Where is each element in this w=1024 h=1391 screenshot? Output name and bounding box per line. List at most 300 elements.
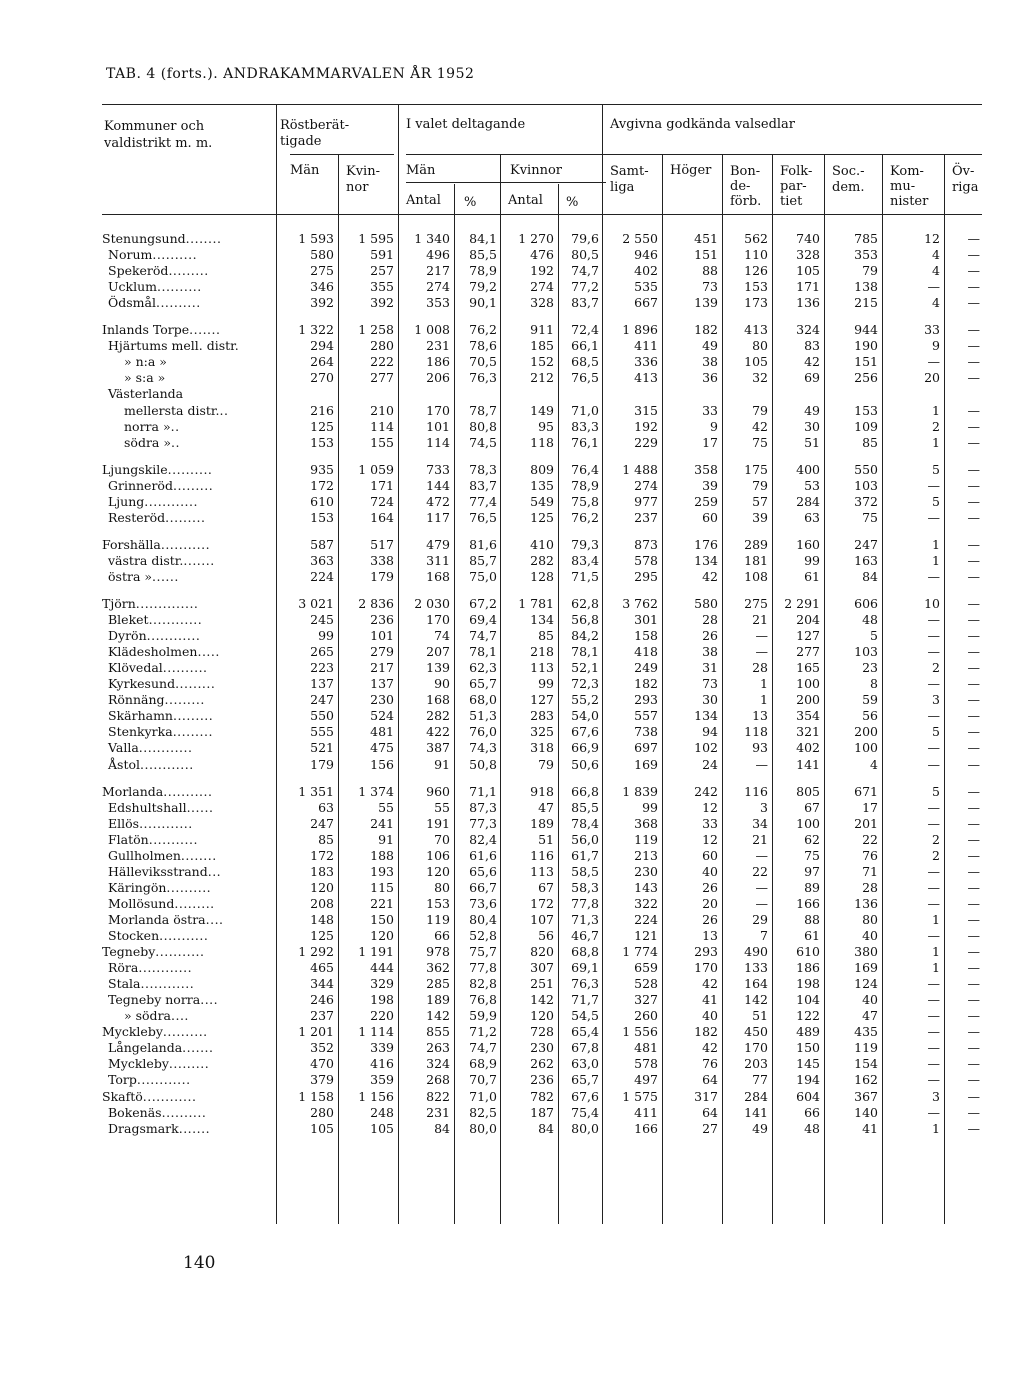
- cell-samtliga: 368: [634, 815, 658, 831]
- cell-deltag-kvinnor-antal: 99: [538, 676, 554, 692]
- row-leaders: ...: [207, 863, 222, 879]
- cell-man: 352: [310, 1040, 334, 1056]
- cell-deltag-kvinnor-antal: 236: [530, 1072, 554, 1088]
- cell-ovriga: —: [967, 263, 980, 279]
- row-leaders: ............: [140, 976, 195, 992]
- cell-deltag-man-antal: 1 008: [414, 322, 450, 338]
- cell-man: 555: [310, 724, 334, 740]
- row-leaders: .......: [178, 1120, 211, 1136]
- cell-hoger: 134: [694, 552, 718, 568]
- row-leaders: .........: [165, 509, 206, 525]
- row-label-text: Bokenäs: [108, 1104, 162, 1120]
- cell-samtliga: 229: [634, 434, 658, 450]
- cell-socdem: 85: [862, 434, 878, 450]
- cell-deltag-kvinnor-pct: 67,6: [571, 724, 599, 740]
- cell-hoger: 40: [702, 1008, 718, 1024]
- cell-samtliga: 274: [634, 477, 658, 493]
- cell-man: 125: [310, 418, 334, 434]
- row-label-text: » n:a »: [124, 354, 167, 370]
- row-leaders: ............: [139, 815, 193, 831]
- cell-bondeforb: 108: [744, 568, 768, 584]
- cell-kvinnor: 171: [370, 477, 394, 493]
- header-pct-man: %: [464, 195, 477, 210]
- cell-samtliga: 659: [634, 960, 658, 976]
- cell-kvinnor: 193: [370, 863, 394, 879]
- row-leaders: ..........: [152, 247, 198, 263]
- header-bottom-rule: [102, 214, 982, 215]
- cell-ovriga: —: [967, 402, 980, 418]
- cell-kommunister: —: [927, 612, 940, 628]
- row-leaders: ..........: [157, 279, 202, 295]
- row-label-text: Mollösund: [108, 895, 175, 911]
- cell-bondeforb: 3: [760, 799, 768, 815]
- cell-bondeforb: 284: [744, 1088, 768, 1104]
- cell-ovriga: —: [967, 1072, 980, 1088]
- cell-man: 246: [310, 992, 334, 1008]
- cell-socdem: 76: [862, 847, 878, 863]
- cell-bondeforb: 21: [752, 831, 768, 847]
- cell-kommunister: 5: [932, 783, 940, 799]
- cell-deltag-man-pct: 73,6: [469, 895, 497, 911]
- cell-hoger: 170: [694, 960, 718, 976]
- cell-deltag-kvinnor-pct: 76,5: [571, 370, 599, 386]
- cell-kommunister: 1: [932, 434, 940, 450]
- cell-deltag-kvinnor-pct: 71,7: [571, 992, 599, 1008]
- cell-deltag-kvinnor-pct: 58,5: [571, 863, 599, 879]
- cell-kommunister: 2: [932, 660, 940, 676]
- row-label: [124, 354, 167, 369]
- cell-bondeforb: 29: [752, 911, 768, 927]
- cell-kvinnor: 1 156: [358, 1088, 394, 1104]
- cell-ovriga: —: [967, 976, 980, 992]
- cell-hoger: 38: [702, 644, 718, 660]
- cell-deltag-kvinnor-antal: 218: [530, 644, 554, 660]
- row-label: [108, 1121, 210, 1136]
- cell-deltag-kvinnor-antal: 410: [530, 536, 554, 552]
- body-vrule-3: [398, 214, 399, 1224]
- row-leaders: .....: [197, 644, 220, 660]
- cell-deltag-man-antal: 2 030: [414, 596, 450, 611]
- row-label: [102, 784, 212, 799]
- cell-deltag-man-antal: 170: [426, 402, 450, 418]
- cell-deltag-kvinnor-pct: 65,4: [571, 1024, 599, 1040]
- cell-bondeforb: —: [755, 895, 768, 911]
- cell-samtliga: 99: [642, 799, 658, 815]
- cell-deltag-man-antal: 153: [426, 895, 450, 911]
- cell-hoger: 73: [702, 676, 718, 692]
- cell-deltag-man-antal: 353: [426, 295, 450, 311]
- cell-kommunister: 5: [932, 493, 940, 509]
- row-label: [102, 944, 205, 959]
- cell-hoger: 293: [694, 944, 718, 960]
- row-label-text: Långelanda: [108, 1040, 183, 1056]
- cell-ovriga: —: [967, 660, 980, 676]
- cell-samtliga: 143: [634, 879, 658, 895]
- cell-ovriga: —: [967, 960, 980, 976]
- cell-samtliga: 295: [634, 568, 658, 584]
- cell-deltag-kvinnor-pct: 56,0: [571, 831, 599, 847]
- cell-ovriga: —: [967, 831, 980, 847]
- row-leaders: ..........: [162, 660, 208, 676]
- cell-hoger: 31: [702, 660, 718, 676]
- cell-deltag-kvinnor-antal: 911: [530, 322, 554, 338]
- vrule-4: [500, 154, 501, 214]
- cell-deltag-man-antal: 168: [426, 692, 450, 708]
- cell-socdem: 71: [862, 863, 878, 879]
- cell-deltag-man-pct: 76,5: [469, 509, 497, 525]
- cell-kvinnor: 524: [370, 708, 394, 724]
- cell-socdem: 80: [862, 911, 878, 927]
- cell-deltag-kvinnor-antal: 134: [530, 612, 554, 628]
- row-label: [108, 740, 192, 755]
- cell-folkpartiet: 62: [804, 831, 820, 847]
- cell-bondeforb: 275: [744, 596, 768, 611]
- cell-hoger: 28: [702, 612, 718, 628]
- cell-deltag-man-antal: 168: [426, 568, 450, 584]
- cell-deltag-man-pct: 71,0: [469, 1088, 497, 1104]
- cell-deltag-man-antal: 496: [426, 247, 450, 263]
- cell-deltag-kvinnor-antal: 120: [530, 1008, 554, 1024]
- cell-kvinnor: 355: [370, 279, 394, 295]
- cell-man: 183: [310, 863, 334, 879]
- cell-folkpartiet: 160: [796, 536, 820, 552]
- row-label-text: Tegneby: [102, 944, 156, 960]
- cell-kvinnor: 277: [370, 370, 394, 386]
- cell-deltag-kvinnor-pct: 54,0: [571, 708, 599, 724]
- cell-deltag-man-pct: 80,0: [469, 1120, 497, 1136]
- row-label: [108, 279, 202, 294]
- row-label: [124, 370, 165, 385]
- cell-deltag-man-pct: 75,7: [469, 944, 497, 960]
- body-vrule-7: [602, 214, 603, 1224]
- cell-socdem: 380: [854, 944, 878, 960]
- row-label: [108, 676, 215, 691]
- cell-deltag-man-pct: 81,6: [469, 536, 497, 552]
- cell-ovriga: —: [967, 863, 980, 879]
- row-label: [108, 976, 194, 991]
- cell-kommunister: —: [927, 976, 940, 992]
- cell-kommunister: —: [927, 1056, 940, 1072]
- cell-kommunister: 4: [932, 263, 940, 279]
- row-label: [108, 510, 205, 525]
- body-vrule-12: [882, 214, 883, 1224]
- cell-hoger: 42: [702, 976, 718, 992]
- row-label: [102, 596, 198, 611]
- cell-socdem: 435: [854, 1024, 878, 1040]
- cell-ovriga: —: [967, 911, 980, 927]
- header-bondeforb: Bon- de- förb.: [730, 164, 762, 209]
- row-label: [108, 628, 200, 643]
- cell-kvinnor: 2 836: [358, 596, 394, 611]
- cell-man: 294: [310, 338, 334, 354]
- cell-bondeforb: 126: [744, 263, 768, 279]
- cell-socdem: 103: [854, 644, 878, 660]
- cell-deltag-man-antal: 74: [434, 628, 450, 644]
- row-leaders: ........: [180, 847, 217, 863]
- body-vrule-10: [772, 214, 773, 1224]
- row-leaders: ...........: [160, 536, 211, 552]
- cell-folkpartiet: 204: [796, 612, 820, 628]
- cell-kommunister: 3: [932, 1088, 940, 1104]
- cell-hoger: 242: [694, 783, 718, 799]
- cell-kommunister: 9: [932, 338, 940, 354]
- page-number: 140: [183, 1253, 216, 1273]
- cell-kommunister: —: [927, 1040, 940, 1056]
- cell-folkpartiet: 610: [796, 944, 820, 960]
- cell-man: 1 593: [298, 231, 334, 246]
- cell-hoger: 42: [702, 568, 718, 584]
- cell-folkpartiet: 75: [804, 847, 820, 863]
- cell-samtliga: 578: [634, 1056, 658, 1072]
- cell-man: 610: [310, 493, 334, 509]
- cell-kommunister: —: [927, 1008, 940, 1024]
- cell-deltag-kvinnor-antal: 113: [530, 660, 554, 676]
- vrule-12: [882, 154, 883, 214]
- cell-bondeforb: —: [755, 879, 768, 895]
- cell-folkpartiet: 105: [796, 263, 820, 279]
- cell-bondeforb: —: [755, 644, 768, 660]
- cell-ovriga: —: [967, 1024, 980, 1040]
- cell-hoger: 451: [694, 231, 718, 246]
- cell-deltag-kvinnor-pct: 71,0: [571, 402, 599, 418]
- cell-folkpartiet: 67: [804, 799, 820, 815]
- cell-samtliga: 182: [634, 676, 658, 692]
- cell-hoger: 358: [694, 461, 718, 477]
- cell-hoger: 27: [702, 1120, 718, 1136]
- cell-man: 363: [310, 552, 334, 568]
- cell-bondeforb: 80: [752, 338, 768, 354]
- row-label: [108, 692, 205, 707]
- row-leaders: ........: [185, 231, 222, 246]
- cell-hoger: 151: [694, 247, 718, 263]
- row-leaders: .......: [189, 322, 221, 338]
- cell-man: 344: [310, 976, 334, 992]
- cell-kommunister: —: [927, 568, 940, 584]
- cell-bondeforb: 1: [760, 676, 768, 692]
- cell-deltag-kvinnor-antal: 125: [530, 509, 554, 525]
- cell-socdem: 200: [854, 724, 878, 740]
- header-kommunister: Kom- mu- nister: [890, 164, 929, 209]
- cell-deltag-kvinnor-pct: 80,0: [571, 1120, 599, 1136]
- cell-samtliga: 121: [634, 928, 658, 943]
- header-socdem: Soc.- dem.: [832, 164, 865, 195]
- cell-deltag-kvinnor-pct: 83,4: [571, 552, 599, 568]
- cell-folkpartiet: 604: [796, 1088, 820, 1104]
- row-leaders: ....: [200, 992, 219, 1008]
- cell-folkpartiet: 321: [796, 724, 820, 740]
- cell-man: 120: [310, 879, 334, 895]
- cell-hoger: 24: [702, 756, 718, 772]
- cell-socdem: 28: [862, 879, 878, 895]
- cell-kommunister: 12: [924, 231, 940, 246]
- cell-ovriga: —: [967, 509, 980, 525]
- cell-kommunister: —: [927, 676, 940, 692]
- cell-kvinnor: 1 595: [358, 231, 394, 246]
- vrule-8: [662, 154, 663, 214]
- cell-samtliga: 119: [634, 831, 658, 847]
- cell-socdem: 40: [862, 992, 878, 1008]
- cell-socdem: 59: [862, 692, 878, 708]
- cell-man: 587: [310, 536, 334, 552]
- row-label-text: Ellös: [108, 815, 140, 831]
- cell-deltag-kvinnor-antal: 118: [530, 434, 554, 450]
- cell-deltag-man-antal: 120: [426, 863, 450, 879]
- cell-hoger: 39: [702, 477, 718, 493]
- cell-deltag-man-antal: 90: [434, 676, 450, 692]
- cell-kvinnor: 91: [378, 831, 394, 847]
- row-leaders: ..............: [135, 596, 199, 611]
- cell-hoger: 40: [702, 863, 718, 879]
- cell-deltag-kvinnor-antal: 262: [530, 1056, 554, 1072]
- row-leaders: ..: [219, 402, 229, 418]
- cell-deltag-man-pct: 90,1: [469, 295, 497, 311]
- cell-bondeforb: 116: [744, 783, 768, 799]
- row-label: [108, 338, 239, 353]
- cell-ovriga: —: [967, 295, 980, 311]
- cell-hoger: 13: [702, 928, 718, 943]
- cell-kvinnor: 280: [370, 338, 394, 354]
- cell-folkpartiet: 99: [804, 552, 820, 568]
- cell-samtliga: 237: [634, 509, 658, 525]
- row-label: [108, 832, 198, 847]
- row-label: [108, 800, 213, 815]
- cell-samtliga: 230: [634, 863, 658, 879]
- cell-man: 237: [310, 1008, 334, 1024]
- row-label: [108, 247, 197, 262]
- cell-folkpartiet: 42: [804, 354, 820, 370]
- cell-hoger: 94: [702, 724, 718, 740]
- row-leaders: ...........: [148, 831, 198, 847]
- row-label-text: Inlands Torpe: [102, 322, 190, 338]
- cell-samtliga: 977: [634, 493, 658, 509]
- cell-samtliga: 336: [634, 354, 658, 370]
- cell-folkpartiet: 141: [796, 756, 820, 772]
- cell-man: 270: [310, 370, 334, 386]
- cell-deltag-man-pct: 78,7: [469, 402, 497, 418]
- cell-ovriga: —: [967, 815, 980, 831]
- cell-deltag-man-antal: 144: [426, 477, 450, 493]
- body-vrule-8: [662, 214, 663, 1224]
- cell-deltag-man-antal: 231: [426, 1104, 450, 1120]
- row-label: [124, 435, 180, 450]
- cell-bondeforb: 490: [744, 944, 768, 960]
- cell-deltag-man-pct: 76,0: [469, 724, 497, 740]
- row-leaders: ...........: [163, 783, 213, 799]
- cell-deltag-man-pct: 67,2: [469, 596, 497, 611]
- row-label-text: Åstol: [108, 756, 140, 772]
- row-label-text: Röra: [108, 960, 139, 976]
- cell-socdem: 785: [854, 231, 878, 246]
- cell-bondeforb: 562: [744, 231, 768, 246]
- row-label-text: Klädesholmen: [108, 644, 198, 660]
- cell-folkpartiet: 88: [804, 911, 820, 927]
- cell-ovriga: —: [967, 247, 980, 263]
- row-leaders: ............: [136, 1072, 191, 1088]
- cell-man: 265: [310, 644, 334, 660]
- cell-kommunister: 1: [932, 944, 940, 960]
- cell-deltag-kvinnor-pct: 72,4: [571, 322, 599, 338]
- cell-kvinnor: 156: [370, 756, 394, 772]
- cell-deltag-man-pct: 78,3: [469, 461, 497, 477]
- cell-deltag-kvinnor-antal: 283: [530, 708, 554, 724]
- cell-kommunister: —: [927, 756, 940, 772]
- row-leaders: ............: [138, 960, 193, 976]
- cell-socdem: 215: [854, 295, 878, 311]
- row-leaders: .........: [174, 895, 215, 911]
- cell-deltag-kvinnor-pct: 77,2: [571, 279, 599, 295]
- cell-socdem: 22: [862, 831, 878, 847]
- cell-folkpartiet: 328: [796, 247, 820, 263]
- cell-deltag-man-antal: 206: [426, 370, 450, 386]
- row-label: [108, 644, 220, 659]
- cell-deltag-kvinnor-antal: 325: [530, 724, 554, 740]
- cell-socdem: 550: [854, 461, 878, 477]
- cell-kvinnor: 101: [370, 628, 394, 644]
- cell-ovriga: —: [967, 612, 980, 628]
- cell-deltag-man-pct: 87,3: [469, 799, 497, 815]
- cell-folkpartiet: 100: [796, 815, 820, 831]
- cell-deltag-man-antal: 387: [426, 740, 450, 756]
- cell-bondeforb: —: [755, 628, 768, 644]
- row-label-text: Rönnäng: [108, 692, 165, 708]
- row-label-text: Västerlanda: [108, 386, 184, 402]
- cell-deltag-man-pct: 76,3: [469, 370, 497, 386]
- row-label: [124, 403, 228, 418]
- cell-hoger: 88: [702, 263, 718, 279]
- cell-man: 3 021: [298, 596, 334, 611]
- cell-socdem: 201: [854, 815, 878, 831]
- row-leaders: .........: [168, 1056, 210, 1072]
- cell-ovriga: —: [967, 799, 980, 815]
- cell-deltag-man-antal: 733: [426, 461, 450, 477]
- row-leaders: .......: [183, 552, 215, 568]
- cell-bondeforb: 51: [752, 1008, 768, 1024]
- row-leaders: ......: [152, 568, 179, 584]
- cell-deltag-man-pct: 74,3: [469, 740, 497, 756]
- vrule-5: [454, 184, 455, 214]
- cell-kvinnor: 1 258: [358, 322, 394, 338]
- row-label: [108, 848, 217, 863]
- cell-bondeforb: 57: [752, 493, 768, 509]
- cell-ovriga: —: [967, 568, 980, 584]
- cell-ovriga: —: [967, 418, 980, 434]
- cell-kommunister: 2: [932, 847, 940, 863]
- cell-deltag-man-antal: 479: [426, 536, 450, 552]
- row-label: [108, 757, 194, 772]
- cell-deltag-kvinnor-antal: 84: [538, 1120, 554, 1136]
- cell-folkpartiet: 324: [796, 322, 820, 338]
- cell-kvinnor: 591: [370, 247, 394, 263]
- row-label: [108, 912, 224, 927]
- cell-ovriga: —: [967, 354, 980, 370]
- cell-deltag-kvinnor-pct: 80,5: [571, 247, 599, 263]
- cell-deltag-kvinnor-antal: 251: [530, 976, 554, 992]
- cell-deltag-kvinnor-pct: 72,3: [571, 676, 599, 692]
- cell-deltag-man-pct: 76,8: [469, 992, 497, 1008]
- cell-bondeforb: 203: [744, 1056, 768, 1072]
- row-leaders: .........: [175, 676, 216, 692]
- cell-kommunister: 4: [932, 295, 940, 311]
- cell-deltag-man-pct: 79,2: [469, 279, 497, 295]
- cell-kvinnor: 115: [370, 879, 394, 895]
- cell-deltag-kvinnor-pct: 52,1: [571, 660, 599, 676]
- cell-kvinnor: 220: [370, 1008, 394, 1024]
- cell-deltag-man-antal: 268: [426, 1072, 450, 1088]
- row-leaders: ............: [148, 612, 203, 628]
- header-mid-rule: [406, 154, 982, 155]
- cell-ovriga: —: [967, 708, 980, 724]
- cell-deltag-kvinnor-pct: 71,3: [571, 911, 599, 927]
